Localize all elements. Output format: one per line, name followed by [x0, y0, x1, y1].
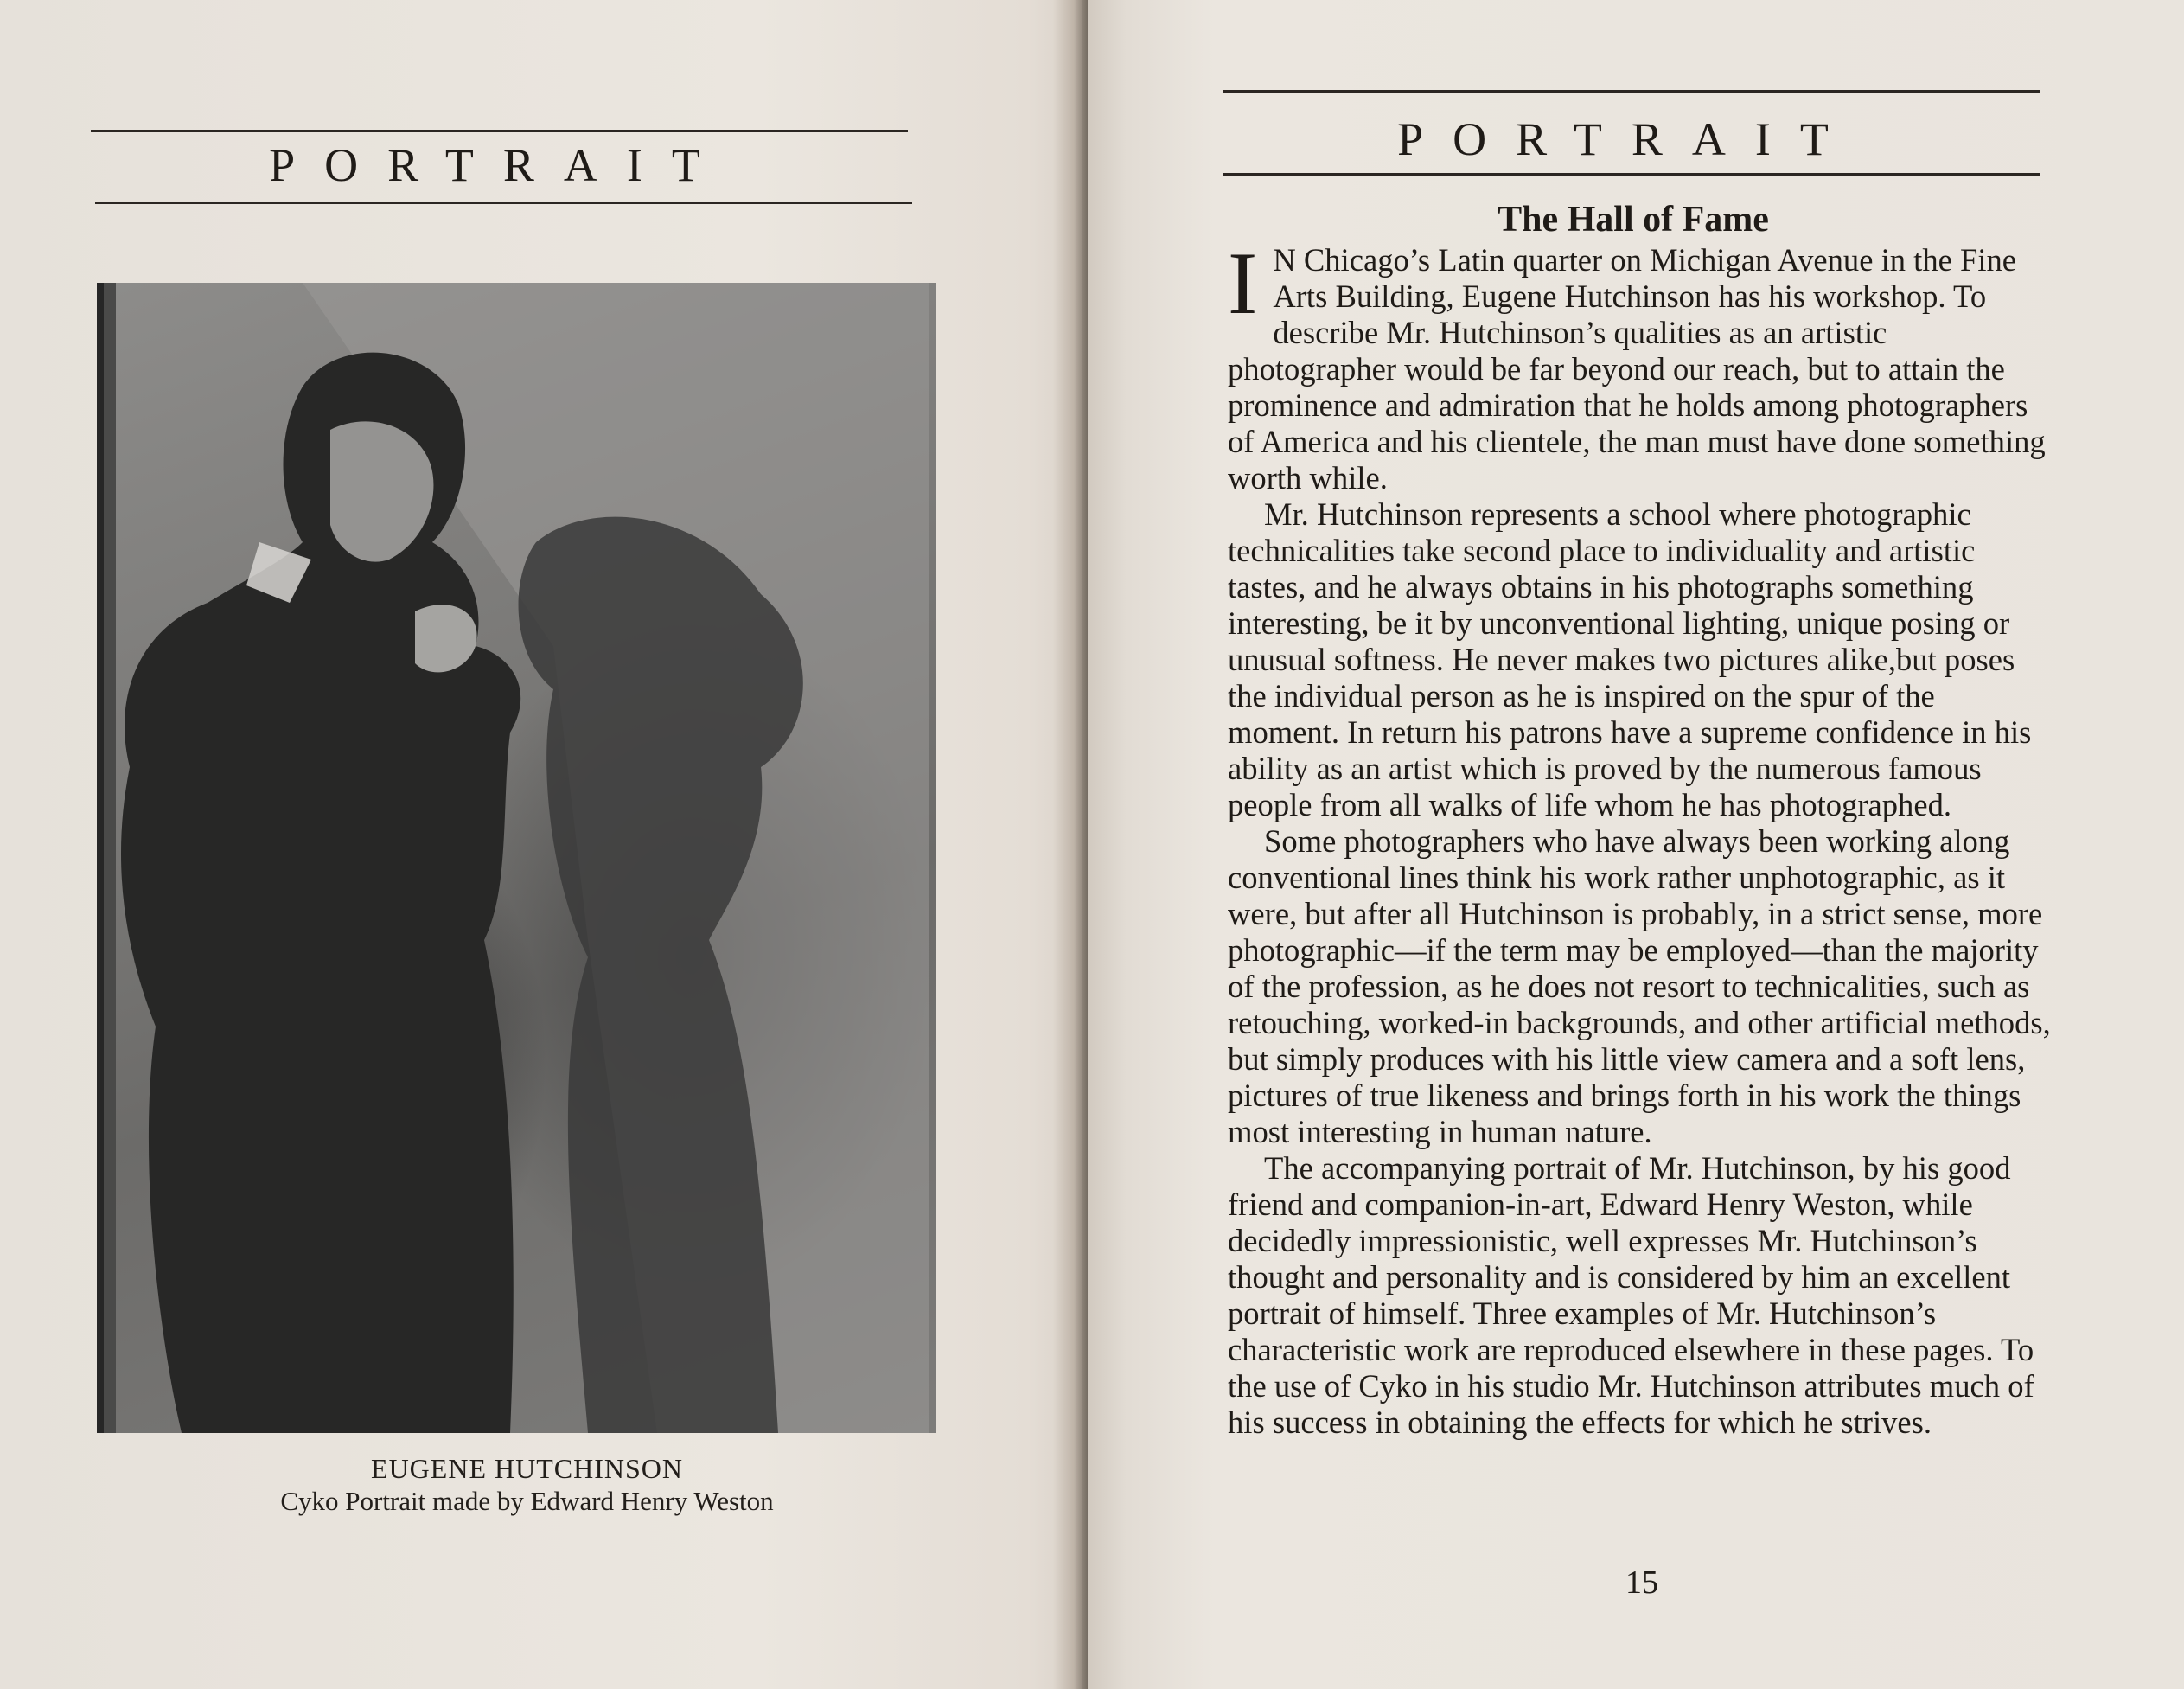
left-header-rule-bottom [95, 202, 912, 204]
right-page-header: PORTRAIT [1397, 113, 1858, 165]
article-paragraph-4: The accompanying portrait of Mr. Hutchinson, by his good friend and companion-in-art, Edward Henry Weston, while decidedly impressionistic, well expresses Mr. Hutchinson’s thought and personality and is considered by him an excellent portrait of himself. Three examples of Mr. Hutchinson’s characteristic work are reproduced elsewhere in these pages. To the use of Cyko in his studio Mr. Hutchinson attributes much of his success in obtaining the effects for which he strives. [1228, 1150, 2034, 1440]
article-paragraph-1 [1228, 234, 2053, 496]
portrait-photo [97, 283, 936, 1433]
page-number: 15 [1625, 1564, 1658, 1601]
photo-caption-credit: Cyko Portrait made by Edward Henry Weston [280, 1486, 774, 1516]
article-paragraph-2: Mr. Hutchinson represents a school where photographic technicalities take second place to individuality and artistic tastes, and he always obtains in his photographs something interesting, be it by unconventional lighting, unique posing or unusual softness. He never makes two pictures alike,but poses the individual person as he is inspired on the spur of the moment. In return his patrons have a supreme confidence in his ability as an artist which is proved by the numerous famous people from all walks of life whom he has photographed. [1228, 496, 2032, 822]
book-gutter [1053, 0, 1088, 1689]
right-header-rule-bottom [1223, 173, 2040, 176]
left-page-header: PORTRAIT [269, 139, 730, 191]
photo-caption-name: EUGENE HUTCHINSON [371, 1453, 683, 1484]
article-title: The Hall of Fame [1498, 200, 1769, 240]
right-header-rule-top [1223, 90, 2040, 93]
paragraph-1-text: N Chicago’s Latin quarter on Michigan Avenue in the Fine Arts Building, Eugene Hutchinson has his workshop. To describe Mr. Hutchinson’s qualities as an artistic photographer would be far beyond our reach, but to attain the prominence and admiration that he holds among photographers of America and his clientele, the man must have done something worth while. [1228, 242, 2046, 496]
photo-figures [104, 283, 929, 1433]
article-paragraph-3: Some photographers who have always been working along conventional lines think his work rather unphotographic, as it were, but after all Hutchinson is probably, in a strict sense, more photographic—if the term may be employed—than the majority of the profession, as he does not resort to technicalities, such as retouching, worked-in backgrounds, and other artificial methods, but simply produces with his little view camera and a soft lens, pictures of true likeness and brings forth in his work the things most interesting in human nature. [1228, 823, 2051, 1149]
drop-cap: I [1228, 234, 1258, 333]
left-header-rule-top [91, 130, 908, 132]
article-body [1228, 234, 2053, 1441]
